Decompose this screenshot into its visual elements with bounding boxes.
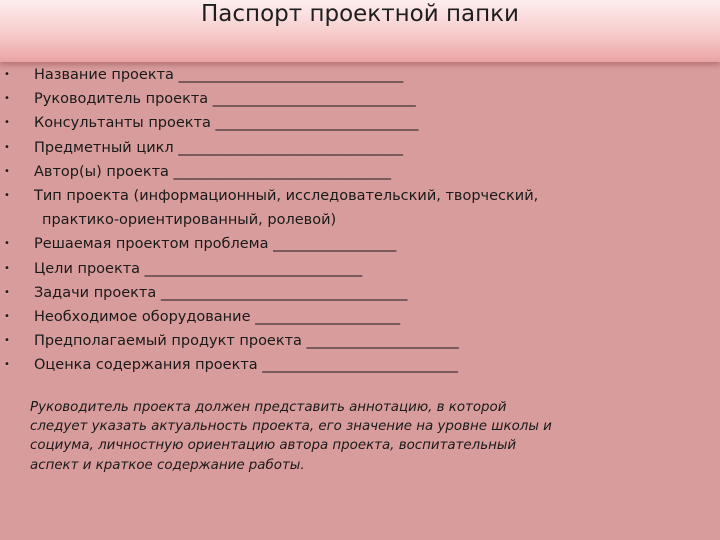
bullet-icon: • [4, 141, 10, 153]
bullet-icon: • [4, 311, 10, 323]
bullet-icon: • [4, 190, 10, 202]
note-line: следует указать актуальность проекта, его значение на уровне школы и [30, 419, 552, 435]
title-bar [0, 0, 720, 62]
item-text: Цели проекта ______________________________ [34, 260, 363, 277]
list-item [0, 87, 720, 111]
bullet-icon: • [4, 335, 10, 347]
list-item [0, 353, 720, 377]
bullet-icon: • [4, 359, 10, 371]
list-item [0, 184, 720, 232]
instruction-note [30, 398, 702, 475]
item-text: Консультанты проекта ____________________________ [34, 115, 419, 132]
note-line: Руководитель проекта должен представить аннотацию, в которой [30, 400, 507, 415]
bullet-list [0, 63, 720, 378]
item-text: Предметный цикл _______________________________ [34, 139, 403, 156]
item-text: Необходимое оборудование ____________________ [34, 309, 401, 326]
item-text: Название проекта _______________________________ [34, 67, 404, 83]
note-line: социума, личностную ориентацию автора проекта, воспитательный [30, 438, 517, 454]
page-title: Паспорт проектной папки [201, 1, 519, 27]
list-item [0, 305, 720, 329]
note-line: аспект и краткое содержание работы. [30, 457, 305, 473]
bullet-icon: • [4, 262, 10, 274]
bullet-icon: • [4, 93, 10, 105]
item-text: Руководитель проекта ____________________________ [34, 91, 416, 108]
bullet-icon: • [4, 286, 10, 298]
bullet-icon: • [4, 238, 10, 250]
list-item [0, 111, 720, 135]
list-item [0, 160, 720, 184]
item-text: Оценка содержания проекта ___________________________ [34, 357, 459, 374]
item-text-continuation: практико-ориентированный, ролевой) [42, 212, 337, 229]
bullet-icon: • [4, 165, 10, 177]
list-item [0, 232, 720, 256]
bullet-icon: • [4, 117, 10, 129]
list-item [0, 281, 720, 305]
item-text: Тип проекта (информационный, исследовательский, творческий, [34, 188, 539, 205]
list-item [0, 136, 720, 160]
bullet-icon: • [4, 69, 10, 80]
list-item [0, 257, 720, 281]
item-text: Решаемая проектом проблема _________________ [34, 236, 397, 253]
item-text: Автор(ы) проекта ______________________________ [34, 163, 392, 180]
item-text: Задачи проекта __________________________________ [34, 284, 408, 301]
item-text: Предполагаемый продукт проекта _____________________ [34, 333, 459, 350]
list-item [0, 329, 720, 353]
list-item [0, 63, 720, 87]
